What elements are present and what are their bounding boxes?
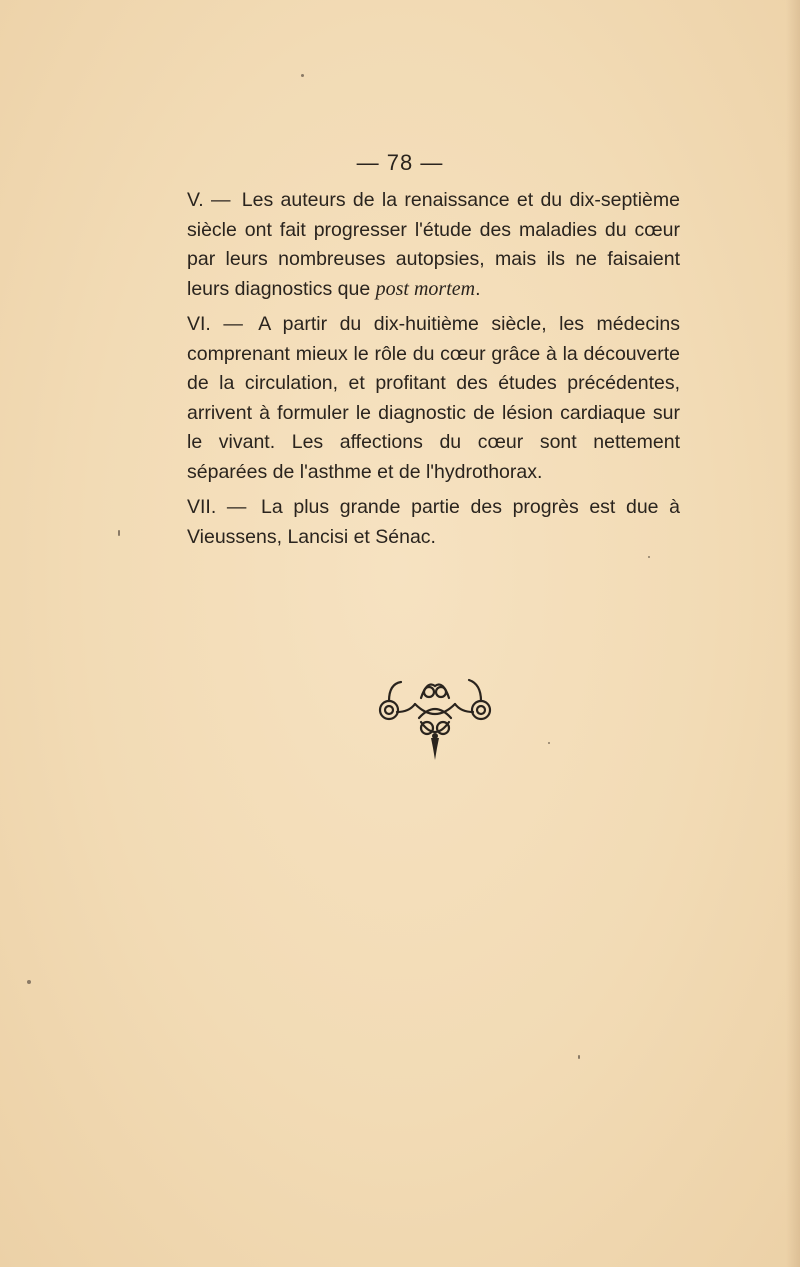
- paper-speck: [578, 1055, 580, 1059]
- paragraph-text: Les auteurs de la renaissance et du dix-septième siècle ont fait progresser l'étude des maladies du cœur par leurs nombreuses autopsies, mais ils ne faisaient leurs diagnostics que: [187, 189, 680, 300]
- paper-speck: [548, 742, 550, 744]
- paragraph-vi: [187, 310, 680, 487]
- paper-speck: [118, 530, 120, 536]
- paragraph-number: VII. —: [187, 496, 247, 518]
- text-block: [187, 186, 680, 558]
- paper-speck: [27, 980, 31, 984]
- paragraph-text: La plus grande partie des progrès est due à Vieussens, Lancisi et Sénac.: [187, 496, 680, 548]
- paragraph-vii: [187, 493, 680, 552]
- fleuron-ornament-icon: [375, 672, 495, 764]
- paragraph-text: A partir du dix-huitième siècle, les médecins comprenant mieux le rôle du cœur grâce à la découverte de la circulation, et profitant des études précédentes, arrivent à formuler le diagnostic de lésion cardiaque sur le vivant. Les affections du cœur sont nettement séparées de l'asthme et de l'hydrothorax.: [187, 313, 680, 483]
- paragraph-number: VI. —: [187, 313, 243, 335]
- paragraph-text-end: .: [475, 277, 481, 300]
- page-edge-shadow: [786, 0, 800, 1267]
- paper-speck: [648, 556, 650, 558]
- paragraph-number: V. —: [187, 189, 231, 211]
- italic-phrase: post mortem: [375, 277, 476, 300]
- paragraph-v: [187, 186, 680, 304]
- paper-speck: [301, 74, 304, 77]
- page-number: — 78 —: [356, 150, 444, 175]
